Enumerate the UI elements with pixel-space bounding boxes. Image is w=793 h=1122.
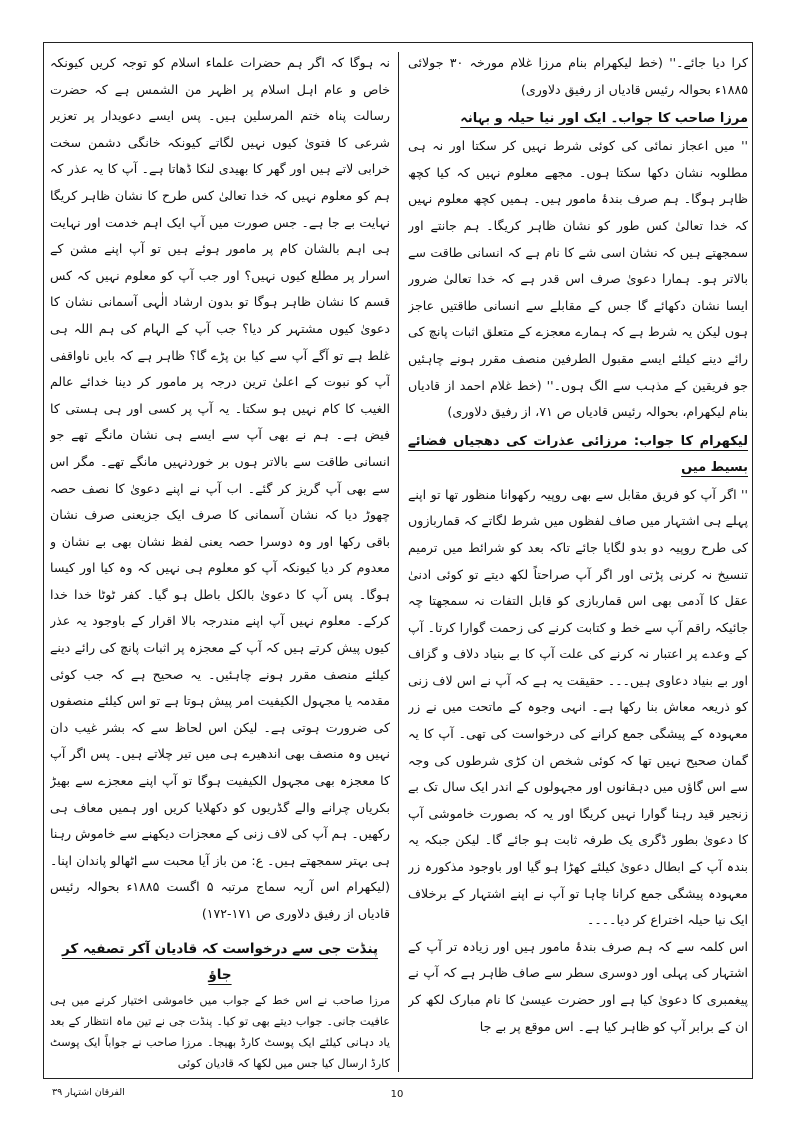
lekhram-reply-continuation: نہ ہوگا کہ اگر ہم حضرات علماء اسلام کو توجہ کریں کیونکہ خاص و عام اہل اسلام پر اظہر من الشمس ہے کہ حضرت رسالت پناہ ختم المرسلین ہیں۔ پس ایسے دعویدار پر تعزیر شرعی کا فتویٰ کیوں نہیں لگاتے کیونکہ خانگی دشمن سخت خرابی لاتے ہیں اور گھر کا بھیدی لنکا ڈھاتا ہے۔ آپ کا یہ عذر کہ ہم کو معلوم نہیں کہ خدا تعالیٰ کس طرح کا نشان ظاہر کریگا نہایت بے جا ہے۔ جس صورت میں آپ ایک اہم خدمت اور نہایت ہی اہم بالشان کام پر مامور ہوئے ہیں تو آپ اپنے مشن کے اسرار پر مطلع کیوں نہیں؟ اور جب آپ کو معلوم نہیں کہ کس قسم کا نشان ظاہر ہوگا تو بدون ارشاد الٰہی آسمانی نشان کا دعویٰ کیوں مشتہر کر دیا؟ جب آپ کے الہام کی ہم اللہ ہی غلط ہے تو آگے آپ سے کیا بن پڑے گا؟ ظاہر ہے کہ بایں ناواقفی آپ کو نبوت کے اعلیٰ ترین درجہ پر مامور کر دینا خدائے عالم الغیب کا کام نہیں ہو سکتا۔ یہ آپ پر کسی اور ہی ہستی کا فیض ہے۔ ہم نے بھی آپ سے ایسے ہی نشان مانگے تھے جو انسانی طاقت سے بالاتر ہوں بر خوردنہیں مانگے تھے۔ مگر اس سے بھی آپ گریز کر گئے۔ اب آپ نے اپنے دعویٰ کا نصف حصہ چھوڑ دیا کہ نشان آسمانی کا صرف ایک جزیعنی صرف نشان باقی رکھا اور وہ دوسرا حصہ یعنی لفظ نشان بھی بے نشان و معدوم کر دیا کیونکہ آپ کو معلوم ہی نہیں کہ وہ کیا اور کیسا ہوگا۔ پس آپ کا دعویٰ بالکل باطل ہو گیا۔ کفر ٹوٹا خدا خدا کرکے۔ معلوم نہیں آپ اپنے مندرجہ بالا اقرار کے باوجود یہ عذر کیوں پیش کرتے ہیں کہ آپ کے معجزہ پر اثبات پانچ کی رائے دینے کیلئے منصف مقرر ہونے چاہئیں۔ یہ صحیح ہے کہ جب کوئی مقدمہ یا مجہول الکیفیت امر پیش ہوتا ہے تو اس کیلئے منصفوں کی ضرورت ہوتی ہے۔ لیکن اس لحاظ سے کہ بشر غیب دان نہیں وہ منصف بھی اندھیرے ہی میں تیر چلاتے ہیں۔ پس اگر آپ کا معجزہ بھی مجہول الکیفیت ہوگا تو آپ اپنے معجزے سے بھیڑ بکریاں چرانے والے گڈریوں کو دکھلایا کریں اور ہمیں معاف ہی رکھیں۔ ہم آپ کی لاف زنی کے معجزات دیکھنے سے خاموش رہنا ہی بہتر سمجھتے ہیں۔ ع: من باز آیا محبت سے اٹھالو پاندان اپنا۔ (لیکھرام اس آریہ سماج مرتبہ ۵ اگست ۱۸۸۵ء بحوالہ رئیس قادیاں از رفیق دلاوری ص ۱۷۱-۱۷۲) bbox=[50, 55, 390, 921]
right-column-continuation: اس کلمہ سے کہ ہم صرف بندۂ مامور ہیں اور زیادہ تر آپ کے اشتہار کی پہلی اور دوسری سطر سے صاف ظاہر ہے کہ آپ نے پیغمبری کا دعویٰ کیا ہے اور حضرت عیسیٰ کا نام مبارک لکھ کر ان کے برابر آپ کو ظاہر کیا ہے۔ اس موقع پر بے جا bbox=[408, 938, 748, 1034]
pandit-request-paragraph: مرزا صاحب نے اس خط کے جواب میں خاموشی اختیار کرنے میں ہی عافیت جانی۔ جواب دیتے بھی تو کیا۔ پنڈت جی نے تین ماہ انتظار کے بعد یاد دہانی کیلئے ایک پوسٹ کارڈ بھیجا۔ مرزا صاحب نے جواباً ایک پوسٹ کارڈ ارسال کیا جس میں لکھا کہ قادیان کوئی bbox=[50, 993, 390, 1070]
right-column bbox=[408, 50, 748, 1070]
pandit-request-heading: پنڈت جی سے درخواست کہ قادیان آکر تصفیہ کر جاؤ bbox=[61, 940, 379, 983]
magazine-footer: الفرقان اشتہار ۳۹ bbox=[52, 1087, 125, 1098]
lekhram-reply-heading: لیکھرام کا جواب: مرزائی عذرات کی دھجیاں فضائے بسیط میں bbox=[408, 433, 748, 475]
column-divider bbox=[398, 52, 399, 1072]
lekhram-reply-quote: '' اگر آپ کو فریق مقابل سے بھی روپیہ رکھوانا منظور تھا تو اپنے پہلے ہی اشتہار میں صاف لفظوں میں شرط لگاتے کہ قماربازوں کی طرح روپیہ دو بدو لگایا جائے تاکہ بعد کو شرائط میں ترمیم تنسیخ نہ کرنی پڑتی اور اگر آپ صراحتاً لکھ دیتے تو کوئی ادنیٰ عقل کا آدمی بھی اس قماربازی کو قابل التفات نہ سمجھتا چہ جائیکہ راقم آپ سے خط و کتابت کرنے کی زحمت گوارا کرتا۔ آپ کے وعدے پر اعتبار نہ کرنے کی علت آپ کا بے بنیاد دلاف و گزاف اور بے بنیاد دعاوی ہیں۔۔۔ حقیقت یہ ہے کہ آپ نے اس لاف زنی کو ذریعہ معاش بنا رکھا ہے۔ انہی وجوہ کے ماتحت میں نے زر معہودہ کے پیشگی جمع کرانے کی درخواست کی تھی۔ آپ کا یہ گمان صحیح نہیں تھا کہ کوئی شخص ان کڑی شرطوں کی وجہ سے اس گاؤں میں دہقانوں اور مجہولوں کے اندر ایک سال تک بے زنجیر قید رہنا گوارا نہیں کریگا اور یہ کہ بصورت خاموشی آپ کا دعویٰ بطور ڈگری یک طرفہ ثابت ہو جائے گا۔ لیکن جبکہ یہ بندہ آپ کے ابطال دعویٰ کیلئے کھڑا ہو گیا اور باوجود مذکورہ زر معہودہ پیشگی جمع کرانا چاہا تو آپ نے اپنے اشتہار کے برخلاف ایک نیا حیلہ اختراع کر دیا۔۔۔۔ bbox=[408, 486, 748, 928]
left-column bbox=[50, 50, 390, 1070]
lekhram-letter-quote-end: کرا دیا جائے۔'' (خط لیکھرام بنام مرزا غلام مورخہ ۳۰ جولائی ۱۸۸۵ء بحوالہ رئیس قادیاں از رفیق دلاوری) bbox=[408, 55, 748, 97]
mirza-reply-heading: مرزا صاحب کا جواب۔ ایک اور نیا حیلہ و بہانہ bbox=[460, 111, 748, 127]
mirza-reply-quote: '' میں اعجاز نمائی کی کوئی شرط نہیں کر سکتا اور نہ ہی مطلوبہ نشان دکھا سکتا ہوں۔ مجھے معلوم نہیں کہ کیا کچھ ظاہر ہوگا۔ ہم صرف بندۂ مامور ہیں۔ ہمیں کچھ معلوم نہیں کہ خدا تعالیٰ کس طور کو نشان ظاہر کریگا۔ ہم جانتے اور سمجھتے ہیں کہ نشان اسی شے کا نام ہے کہ انسانی طاقت سے بالاتر ہو۔ ہمارا دعویٰ صرف اس قدر ہے کہ خدا تعالیٰ ضرور ایسا نشان دکھائے گا جس کے مقابلے سے انسانی طاقتیں عاجز ہوں لیکن یہ شرط ہے کہ ہمارے معجزے کے متعلق اثبات پانچ کی رائے دینے کیلئے ایسے مقبول الطرفین منصف مقرر ہونے چاہئیں جو فریقین کے مذہب سے الگ ہوں۔'' (خط غلام احمد از قادیاں بنام لیکھرام، بحوالہ رئیس قادیاں ص ۷۱، از رفیق دلاوری) bbox=[408, 138, 748, 420]
page-number: 10 bbox=[390, 1089, 404, 1100]
